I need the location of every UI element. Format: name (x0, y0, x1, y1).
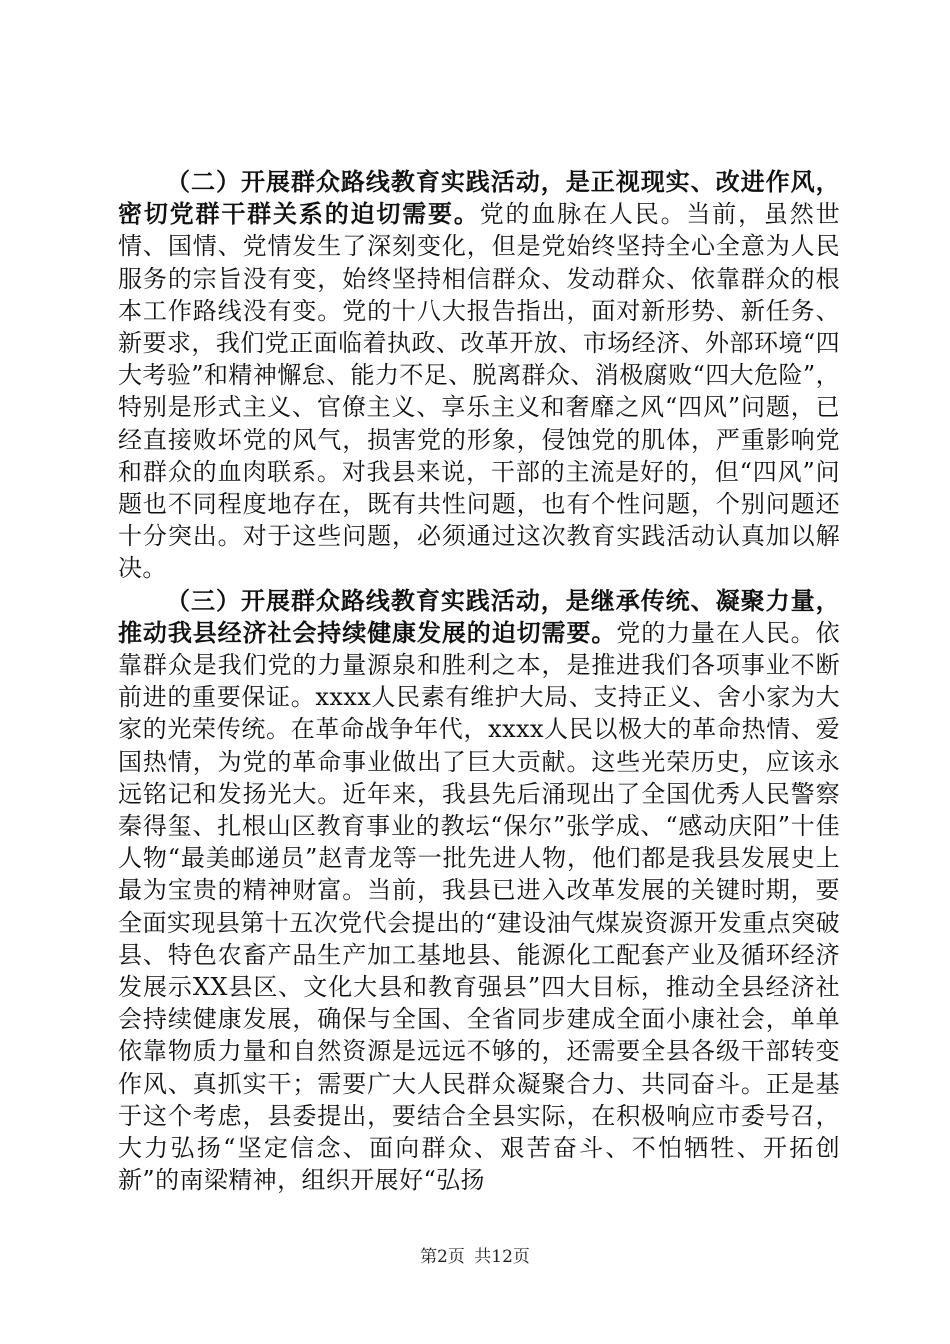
paragraph-2-lead: （二）开展群众路线教育实践活动，是正视现实、改进作风，密切党群干群关系的迫切需要。 (118, 168, 840, 229)
paragraph-2-body: 党的血脉在人民。当前，虽然世情、国情、党情发生了深刻变化，但是党始终坚持全心全意为人民服务的宗旨没有变，始终坚持相信群众、发动群众、依靠群众的根本工作路线没有变。党的十八大报告指出，面对新形势、新任务、新要求，我们党正面临着执政、改革开放、市场经济、外部环境“四大考验”和精神懈怠、能力不足、脱离群众、消极腐败“四大危险”，特别是形式主义、官僚主义、享乐主义和奢靡之风“四风”问题，已经直接败坏党的风气，损害党的形象，侵蚀党的肌体，严重影响党和群众的血肉联系。对我县来说，干部的主流是好的，但“四风”问题也不同程度地存在，既有共性问题，也有个性问题，个别问题还十分突出。对于这些问题，必须通过这次教育实践活动认真加以解决。 (118, 200, 840, 583)
paragraph-2 (118, 166, 840, 585)
page-footer (0, 1242, 950, 1267)
paragraph-3-lead: （三）开展群众路线教育实践活动，是继承传统、凝聚力量，推动我县经济社会持续健康发展的迫切需要。 (118, 586, 840, 647)
paragraph-3 (118, 585, 840, 1197)
page-number: 第2页 (420, 1247, 465, 1267)
paragraph-3-body: 党的力量在人民。依靠群众是我们党的力量源泉和胜利之本，是推进我们各项事业不断前进的重要保证。xxxx人民素有维护大局、支持正义、舍小家为大家的光荣传统。在革命战争年代，xxxx人民以极大的革命热情、爱国热情，为党的革命事业做出了巨大贡献。这些光荣历史，应该永远铭记和发扬光大。近年来，我县先后涌现出了全国优秀人民警察秦得玺、扎根山区教育事业的教坛“保尔”张学成、“感动庆阳”十佳人物“最美邮递员”赵青龙等一批先进人物，他们都是我县发展史上最为宝贵的精神财富。当前，我县已进入改革发展的关键时期，要全面实现县第十五次党代会提出的“建设油气煤炭资源开发重点突破县、特色农畜产品生产加工基地县、能源化工配套产业及循环经济发展示XX县区、文化大县和教育强县”四大目标，推动全县经济社会持续健康发展，确保与全国、全省同步建成全面小康社会，单单依靠物质力量和自然资源是远远不够的，还需要全县各级干部转变作风、真抓实干；需要广大人民群众凝聚合力、共同奋斗。正是基于这个考虑，县委提出，要结合全县实际，在积极响应市委号召，大力弘扬“坚定信念、面向群众、艰苦奋斗、不怕牺牲、开拓创新”的南梁精神，组织开展好“弘扬 (118, 618, 840, 1195)
document-body (118, 166, 840, 1197)
page-total: 共12页 (474, 1247, 530, 1267)
